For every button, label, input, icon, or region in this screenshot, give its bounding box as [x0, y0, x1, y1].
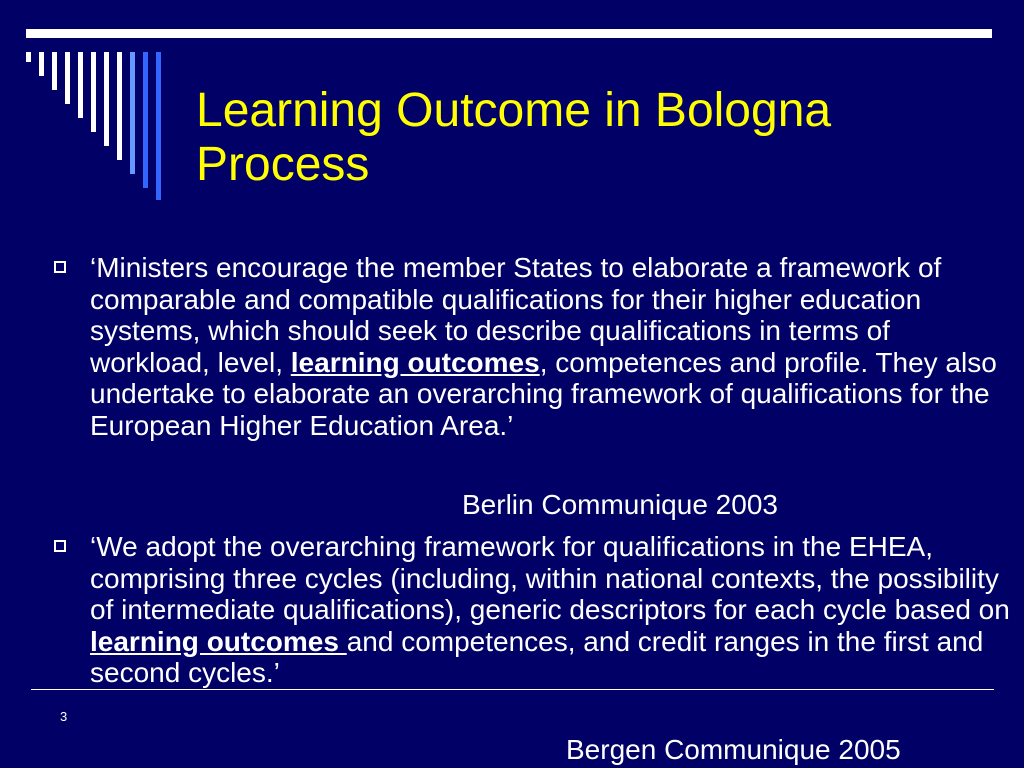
bullet-emphasis: learning outcomes [290, 346, 540, 378]
square-bullet-icon [54, 261, 66, 273]
bullet-emphasis: learning outcomes [90, 625, 347, 657]
bullet-item [54, 252, 1014, 441]
bullet-list [54, 252, 1014, 441]
bullet-text: , competences and profile. They also undertake to elaborate an overarching framework of qualifications for the European Higher Education Area.’ [90, 346, 997, 441]
stripe [78, 52, 83, 118]
bullet-text: ‘We adopt the overarching framework for qualifications in the EHEA, comprising three cycles (including, within national contexts, the possibility of intermediate qualifications), generic descriptors for each cycle based on [90, 531, 1010, 625]
stripe [143, 52, 148, 188]
stripe [91, 52, 96, 132]
slide-number: 3 [60, 709, 68, 724]
citation-source: Berlin Communique 2003 [462, 489, 778, 520]
slide-title: Learning Outcome in Bologna Process [196, 84, 832, 191]
stripe [117, 52, 122, 160]
stripe [39, 52, 44, 76]
stripe [130, 52, 135, 174]
stripe [26, 52, 31, 62]
stripe [52, 52, 57, 90]
citation-source: Bergen Communique 2005 [566, 734, 901, 765]
stripe [65, 52, 70, 104]
bullet-list [54, 531, 1014, 689]
bullet-text: and competences, and credit ranges in the first and second cycles.’ [90, 625, 984, 688]
bullet-item [54, 531, 1014, 689]
stripe [156, 52, 161, 200]
bullet-text: ‘Ministers encourage the member States to elaborate a framework of comparable and compatible qualifications for their higher education systems, which should seek to describe qualifications in terms of workload, level, [90, 252, 942, 378]
decorative-stripes [0, 0, 180, 210]
stripe [104, 52, 109, 146]
square-bullet-icon [54, 540, 66, 552]
bottom-rule [31, 689, 994, 690]
